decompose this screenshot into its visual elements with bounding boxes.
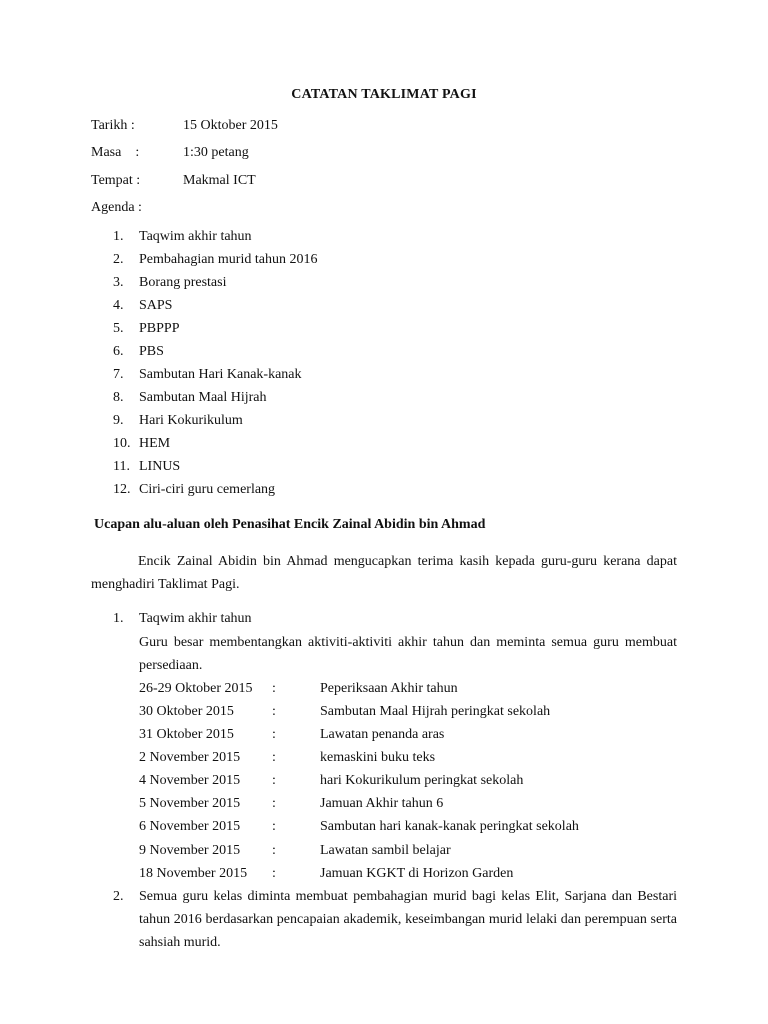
welcome-paragraph: Encik Zainal Abidin bin Ahmad mengucapkan terima kasih kepada guru-guru kerana dapat menghadiri Taklimat Pagi. [91,554,677,592]
schedule-date: 9 November 2015 [139,843,241,858]
agenda-item-number: 8. [113,390,124,405]
schedule-date: 26-29 Oktober 2015 [139,681,253,696]
item-title: Taqwim akhir tahun [139,611,252,626]
schedule-event: Peperiksaan Akhir tahun [320,681,458,696]
agenda-item-text: Borang prestasi [139,275,227,290]
item-description: Semua guru kelas diminta membuat pembahagian murid bagi kelas Elit, Sarjana dan Bestari tahun 2016 berdasarkan pencapaian akademik, keseimbangan murid lelaki dan perempuan serta sahsiah murid. [139,889,677,950]
schedule-separator: : [272,750,276,765]
schedule-event: Lawatan penanda aras [320,727,445,742]
schedule-separator: : [272,773,276,788]
schedule-separator: : [272,796,276,811]
schedule-event: Jamuan Akhir tahun 6 [320,796,444,811]
agenda-item-text: Pembahagian murid tahun 2016 [139,252,318,267]
agenda-item-text: Ciri-ciri guru cemerlang [139,482,276,497]
agenda-item-number: 7. [113,367,124,382]
document-title: CATATAN TAKLIMAT PAGI [291,87,477,102]
schedule-event: Lawatan sambil belajar [320,843,451,858]
agenda-item-text: Taqwim akhir tahun [139,229,252,244]
agenda-item-number: 3. [113,275,124,290]
schedule-separator: : [272,866,276,881]
date-label: Tarikh : [91,118,135,133]
place-label: Tempat : [91,173,141,188]
schedule-separator: : [272,843,276,858]
item-number: 1. [113,611,124,626]
date-value: 15 Oktober 2015 [183,118,278,133]
agenda-item-text: Hari Kokurikulum [139,413,243,428]
agenda-item-text: HEM [139,436,171,451]
schedule-date: 18 November 2015 [139,866,248,881]
agenda-item-number: 5. [113,321,124,336]
schedule-date: 5 November 2015 [139,796,241,811]
agenda-item-number: 1. [113,229,124,244]
schedule-separator: : [272,681,276,696]
schedule-separator: : [272,819,276,834]
place-value: Makmal ICT [183,173,256,188]
schedule-date: 2 November 2015 [139,750,241,765]
agenda-item-text: Sambutan Hari Kanak-kanak [139,367,302,382]
agenda-item-number: 9. [113,413,124,428]
agenda-label: Agenda : [91,200,142,215]
agenda-item-number: 2. [113,252,124,267]
section-heading: Ucapan alu-aluan oleh Penasihat Encik Zainal Abidin bin Ahmad [94,517,486,532]
agenda-item-number: 4. [113,298,124,313]
time-value: 1:30 petang [183,145,249,160]
agenda-item-number: 11. [113,459,130,474]
schedule-event: hari Kokurikulum peringkat sekolah [320,773,524,788]
schedule-event: Sambutan Maal Hijrah peringkat sekolah [320,704,551,719]
item-number: 2. [113,889,124,904]
agenda-item-number: 12. [113,482,131,497]
schedule-date: 31 Oktober 2015 [139,727,234,742]
agenda-item-text: LINUS [139,459,181,474]
agenda-item-number: 10. [113,436,131,451]
agenda-item-text: SAPS [139,298,173,313]
item-description: Guru besar membentangkan aktiviti-aktiviti akhir tahun dan meminta semua guru membuat persediaan. [139,635,677,673]
schedule-date: 4 November 2015 [139,773,241,788]
schedule-separator: : [272,704,276,719]
schedule-date: 6 November 2015 [139,819,241,834]
agenda-item-text: Sambutan Maal Hijrah [139,390,267,405]
schedule-date: 30 Oktober 2015 [139,704,234,719]
agenda-item-text: PBPPP [139,321,180,336]
schedule-event: kemaskini buku teks [320,750,436,765]
time-label: Masa : [91,145,140,160]
schedule-event: Jamuan KGKT di Horizon Garden [320,866,514,881]
agenda-item-number: 6. [113,344,124,359]
agenda-item-text: PBS [139,344,164,359]
schedule-separator: : [272,727,276,742]
schedule-event: Sambutan hari kanak-kanak peringkat sekolah [320,819,579,834]
